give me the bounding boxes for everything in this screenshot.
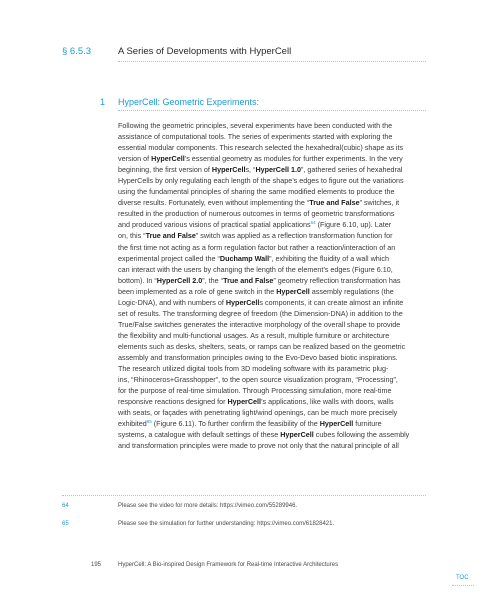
bold-term: HyperCell <box>211 165 246 175</box>
text-run: version of <box>118 154 152 164</box>
text-run: can interact with the users by changing the length of the element’s edges (Figure 6.10, <box>118 264 393 274</box>
footnote-ref[interactable]: 65 <box>146 419 152 425</box>
body-line <box>118 219 428 230</box>
subsection-divider <box>118 110 426 111</box>
bold-term: HyperCell 1.0 <box>255 165 301 175</box>
body-line <box>118 197 428 208</box>
text-run: experimental project called the “ <box>118 253 220 263</box>
text-run: on, this “ <box>118 231 146 241</box>
text-run: ’s essential geometry as modules for further experiments. In the very <box>184 154 403 164</box>
text-run: ”, gathered series of hexahedral <box>300 165 403 175</box>
section-divider <box>118 61 426 62</box>
toc-underline <box>452 585 474 586</box>
bold-term: HyperCell <box>276 286 310 296</box>
text-run: (Figure 6.10, up). Later <box>315 220 392 230</box>
body-paragraph <box>118 120 428 451</box>
text-run: Logic-DNA), and with numbers of <box>118 297 226 307</box>
body-line <box>118 385 428 396</box>
body-line <box>118 131 428 142</box>
text-run: cubes following the assembly <box>313 430 410 440</box>
bold-term: True and False <box>223 275 274 285</box>
body-line <box>118 264 428 275</box>
body-line <box>118 374 428 385</box>
body-line <box>118 330 428 341</box>
text-run: for the purpose of real-time simulation. Through Processing simulation, more real-time <box>118 386 392 396</box>
bold-term: HyperCell <box>280 430 314 440</box>
text-run: ”, the “ <box>202 275 224 285</box>
body-line <box>118 208 428 219</box>
body-line <box>118 363 428 374</box>
text-run: s, “ <box>245 165 256 175</box>
body-line <box>118 120 428 131</box>
text-run: and transformation principles were made to prove not only that the natural principle of all <box>118 441 399 451</box>
text-run: responsive reactions designed for <box>118 397 228 407</box>
bold-term: HyperCell <box>319 419 354 429</box>
text-run: ” switch was applied as a reflection transformation function for <box>195 231 393 241</box>
text-run: set of results. The transforming degree of freedom (the Dimension-DNA) in addition to the <box>118 308 403 318</box>
text-run: ’s applications, like walls with doors, walls <box>261 397 394 407</box>
text-run: ins, “Rhinoceros+Grasshopper”, to the open source visualization program, “Processing”, <box>118 375 398 385</box>
text-run: ”, exhibiting the fluidity of a wall which <box>269 253 389 263</box>
text-run: elements such as desks, shelters, seats, or ramps can be realized based on the geometric <box>118 341 406 351</box>
body-line <box>118 407 428 418</box>
bold-term: True and False <box>309 198 360 208</box>
body-line <box>118 230 428 241</box>
text-run: assembly regulations (the <box>309 286 394 296</box>
body-line <box>118 164 428 175</box>
text-run: the flexibility and multi-functional usages. As a result, multiple furniture or architecture <box>118 330 390 340</box>
text-run: the first time not acting as a form regulation factor but rather a reaction/interaction of an <box>118 242 396 252</box>
text-run: assistance of computational tools. The series of experiments started with exploring the <box>118 132 393 142</box>
footnote-divider <box>62 495 426 496</box>
body-line <box>118 175 428 186</box>
text-run: systems, a catalogue with default settings of these <box>118 430 281 440</box>
text-run: HyperCells by only regulating each length of the shape’s edges to figure out the variations <box>118 176 404 186</box>
text-run: ” geometry reflection transformation has <box>273 275 401 285</box>
body-line <box>118 186 428 197</box>
body-line <box>118 418 428 429</box>
body-line <box>118 275 428 286</box>
footnote-text[interactable]: Please see the simulation for further understanding: https://vimeo.com/61828421. <box>118 521 335 527</box>
toc-link[interactable]: TOC <box>456 575 469 581</box>
text-run: Following the geometric principles, several experiments have been conducted with the <box>118 121 393 130</box>
body-line <box>118 396 428 407</box>
text-run: and produced various visions of practical spatial applications <box>118 220 311 230</box>
bold-term: HyperCell 2.0 <box>156 275 203 285</box>
section-title: A Series of Developments with HyperCell <box>118 46 292 57</box>
footnote-text[interactable]: Please see the video for more details: https://vimeo.com/55289946. <box>118 503 298 509</box>
text-run: bottom). In “ <box>118 275 157 285</box>
section-number: § 6.5.3 <box>62 46 92 57</box>
body-line <box>118 253 428 264</box>
text-run: been implemented as a role of gene switch in the <box>118 286 277 296</box>
body-line <box>118 308 428 319</box>
subsection-number: 1 <box>100 97 106 107</box>
body-line <box>118 297 428 308</box>
bold-term: HyperCell <box>227 397 262 407</box>
text-run: True/False switches generates the interactive morphology of the overall shape to provide <box>118 319 401 329</box>
footnote-ref[interactable]: 64 <box>310 220 316 226</box>
text-run: exhibited <box>118 419 147 429</box>
text-run: essential modular components. This research selected the hexahedral(cubic) shape as its <box>118 143 404 153</box>
text-run: using the fundamental principles of sharing the same modified elements to produce the <box>118 187 395 197</box>
body-line <box>118 319 428 330</box>
page-number: 195 <box>91 562 102 568</box>
footnote-number: 64 <box>62 503 69 509</box>
text-run: The research utilized digital tools from 3D modeling software with its parametric plug- <box>118 364 389 374</box>
text-run: (Figure 6.11). To further confirm the feasibility of the <box>151 419 320 429</box>
body-line <box>118 352 428 363</box>
text-run: furniture <box>353 419 382 429</box>
body-line <box>118 242 428 253</box>
text-run: diverse results. Fortunately, even without implementing the “ <box>118 198 310 208</box>
running-title: HyperCell: A Bio-inspired Design Framework for Real-time Interactive Architectures <box>118 562 339 568</box>
body-line <box>118 153 428 164</box>
bold-term: HyperCell <box>225 297 260 307</box>
subsection-title: HyperCell: Geometric Experiments: <box>118 97 260 107</box>
body-line <box>118 440 428 451</box>
footnote-number: 65 <box>62 521 69 527</box>
text-run: ” switches, it <box>359 198 400 208</box>
bold-term: True and False <box>145 231 196 241</box>
text-run: with seats, or façades with penetrating light/wind openings, can be much more precisely <box>118 408 398 418</box>
body-line <box>118 341 428 352</box>
text-run: beginning, the first version of <box>118 165 212 175</box>
bold-term: Duchamp Wall <box>219 253 270 263</box>
text-run: s components, it can create almost an infinite <box>259 297 404 307</box>
body-line <box>118 142 428 153</box>
bold-term: HyperCell <box>151 154 185 164</box>
text-run: assembly and transformation principles owing to the Evo-Devo based biotic inspirations. <box>118 352 398 362</box>
body-line <box>118 286 428 297</box>
body-line <box>118 429 428 440</box>
text-run: resulted in the production of numerous outcomes in terms of geometric transformations <box>118 209 395 219</box>
